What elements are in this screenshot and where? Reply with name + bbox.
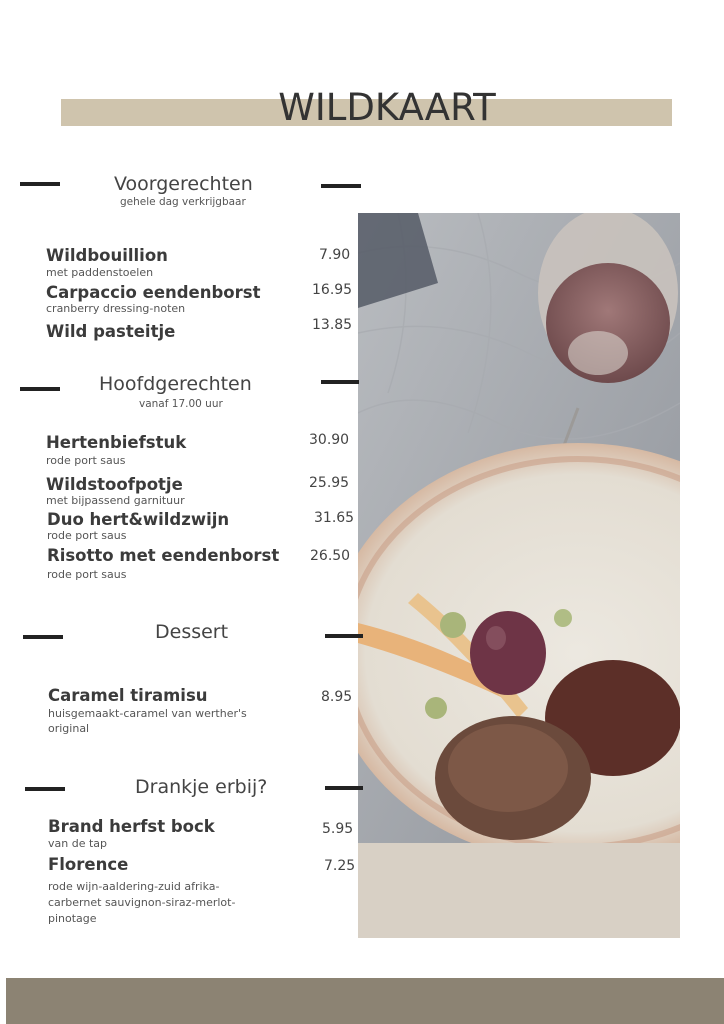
item-price: 5.95	[322, 821, 354, 837]
menu-title: WILDKAART	[278, 86, 496, 129]
item-name: Wildbouillion	[46, 246, 168, 265]
item-name: Hertenbiefstuk	[46, 433, 187, 452]
section-title-voorgerechten: Voorgerechten	[114, 173, 253, 195]
section-title-drankje: Drankje erbij?	[135, 776, 268, 798]
section-title-dessert: Dessert	[155, 621, 229, 643]
footer-band	[6, 978, 724, 1024]
section-dash-right	[321, 184, 361, 188]
item-name: Risotto met eendenborst	[47, 546, 280, 565]
item-name: Duo hert&wildzwijn	[47, 510, 230, 529]
section-dash-left	[23, 635, 63, 639]
item-price: 31.65	[314, 510, 355, 526]
section-dash-left	[20, 182, 60, 186]
item-desc: carbernet sauvignon-siraz-merlot-	[48, 896, 236, 909]
section-title-hoofdgerechten: Hoofdgerechten	[99, 373, 252, 395]
item-name: Brand herfst bock	[48, 817, 215, 836]
item-price: 13.85	[312, 317, 353, 333]
item-desc: rode wijn-aaldering-zuid afrika-	[48, 880, 220, 893]
item-price: 25.95	[309, 475, 350, 491]
item-desc: huisgemaakt-caramel van werther's	[48, 707, 247, 720]
item-price: 7.25	[324, 858, 356, 874]
section-dash-right	[325, 786, 363, 790]
item-price: 26.50	[310, 548, 351, 564]
section-dash-right	[325, 634, 363, 638]
item-name: Carpaccio eendenborst	[46, 283, 261, 302]
item-name: Wild pasteitje	[46, 322, 176, 341]
item-desc: cranberry dressing-noten	[46, 302, 186, 315]
item-price: 16.95	[312, 282, 353, 298]
section-dash-left	[25, 787, 65, 791]
section-dash-right	[321, 380, 359, 384]
item-desc: van de tap	[48, 837, 108, 850]
item-price: 7.90	[319, 247, 351, 263]
food-photo	[358, 213, 680, 843]
item-desc: rode port saus	[47, 529, 127, 542]
section-subtitle-hoofdgerechten: vanaf 17.00 uur	[139, 398, 223, 410]
item-desc: rode port saus	[47, 568, 127, 581]
item-desc: original	[48, 722, 90, 735]
item-name: Wildstoofpotje	[46, 475, 183, 494]
photo-bottom-panel	[358, 843, 680, 938]
food-photo-illustration	[358, 213, 680, 843]
section-dash-left	[20, 387, 60, 391]
item-name: Caramel tiramisu	[48, 686, 208, 705]
section-subtitle-voorgerechten: gehele dag verkrijgbaar	[120, 196, 246, 208]
item-price: 8.95	[321, 689, 353, 705]
item-desc: pinotage	[48, 912, 97, 925]
item-desc: rode port saus	[46, 454, 126, 467]
item-name: Florence	[48, 855, 129, 874]
item-price: 30.90	[309, 432, 350, 448]
item-desc: met paddenstoelen	[46, 266, 154, 279]
item-desc: met bijpassend garnituur	[46, 494, 185, 507]
